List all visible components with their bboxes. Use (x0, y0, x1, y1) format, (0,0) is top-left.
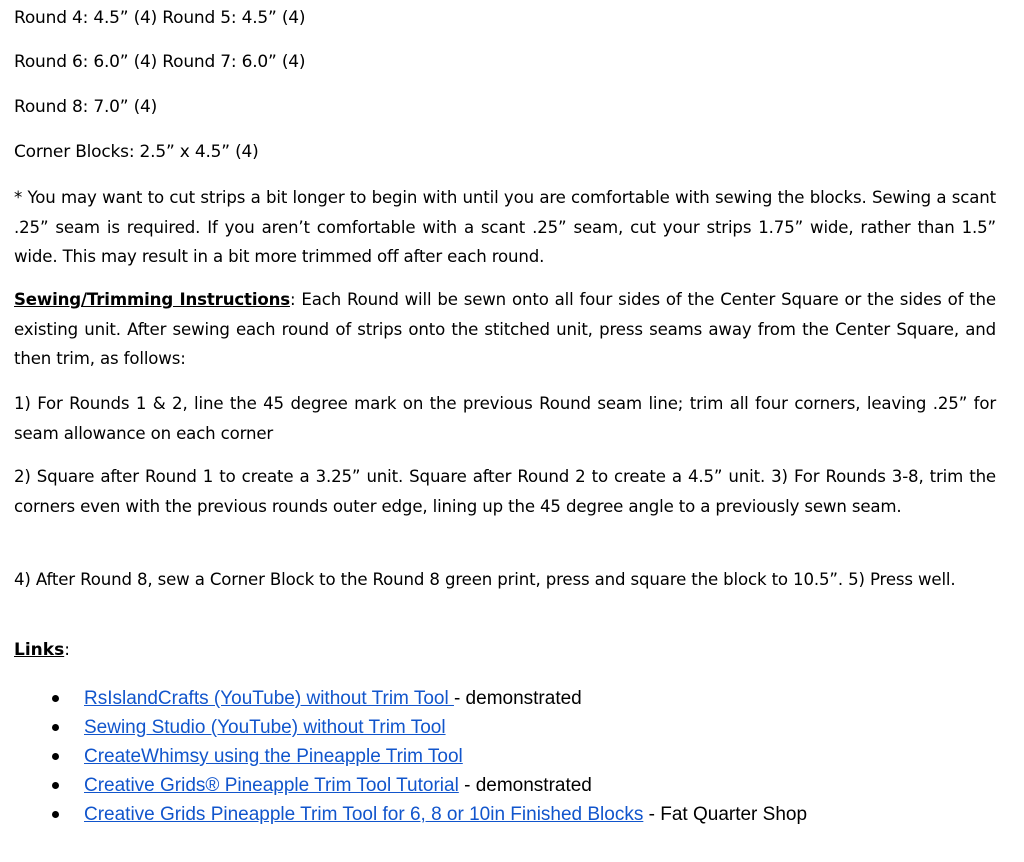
links-heading-text: Links (14, 640, 65, 660)
cut-list-line-rounds-6-7: Round 6: 6.0” (4) Round 7: 6.0” (4) (14, 52, 306, 72)
bullet-icon (52, 811, 59, 818)
list-item (14, 684, 807, 713)
links-list (14, 684, 807, 829)
link-suffix: - Fat Quarter Shop (643, 804, 808, 825)
link-createwhimsy[interactable]: CreateWhimsy using the Pineapple Trim Tool (84, 746, 463, 767)
instructions-heading: Sewing/Trimming Instructions (14, 290, 291, 309)
cutting-note: * You may want to cut strips a bit longer to begin with until you are comfortable with sewing the blocks. Sewing a scant .25” seam is required. If you aren’t comfortable with a scant .25” seam, cut your strips 1.75” wide, rather than 1.5” wide. This may result in a bit more trimmed off after each round. (14, 188, 996, 266)
link-suffix: - demonstrated (453, 688, 582, 709)
instruction-step-1: 1) For Rounds 1 & 2, line the 45 degree mark on the previous Round seam line; trim all four corners, leaving .25” for seam allowance on each corner (14, 394, 996, 443)
link-creative-grids-fat-quarter[interactable]: Creative Grids Pineapple Trim Tool for 6, 8 or 10in Finished Blocks (84, 804, 644, 825)
cut-list-line-round-8: Round 8: 7.0” (4) (14, 97, 158, 117)
cut-list-line-rounds-4-5: Round 4: 4.5” (4) Round 5: 4.5” (4) (14, 8, 306, 28)
list-item (14, 742, 807, 771)
instructions-intro-text: : Each Round will be sewn onto all four sides of the Center Square or the sides of the existing unit. After sewing each round of strips onto the stitched unit, press seams away from the Center Square, and then trim, as follows: (14, 290, 996, 368)
list-item (14, 800, 807, 829)
instruction-step-2-3: 2) Square after Round 1 to create a 3.25” unit. Square after Round 2 to create a 4.5” unit. 3) For Rounds 3-8, trim the corners even with the previous rounds outer edge, lining up the 45 degree angle to a previously sewn seam. (14, 467, 996, 516)
links-heading (14, 640, 70, 660)
bullet-icon (52, 695, 59, 702)
instruction-step-4-5: 4) After Round 8, sew a Corner Block to the Round 8 green print, press and square the block to 10.5”. 5) Press well. (14, 570, 956, 589)
link-rsislandcrafts[interactable]: RsIslandCrafts (YouTube) without Trim Tool (84, 688, 454, 709)
list-item (14, 713, 807, 742)
bullet-icon (52, 724, 59, 731)
bullet-icon (52, 782, 59, 789)
cut-list-line-corner-blocks: Corner Blocks: 2.5” x 4.5” (4) (14, 142, 259, 162)
instructions-intro (14, 285, 996, 374)
link-creative-grids-tutorial[interactable]: Creative Grids® Pineapple Trim Tool Tutorial (84, 775, 459, 796)
link-suffix: - demonstrated (458, 775, 592, 796)
list-item (14, 771, 807, 800)
bullet-icon (52, 753, 59, 760)
link-sewing-studio[interactable]: Sewing Studio (YouTube) without Trim Tool (84, 717, 446, 738)
links-heading-colon: : (64, 640, 70, 660)
